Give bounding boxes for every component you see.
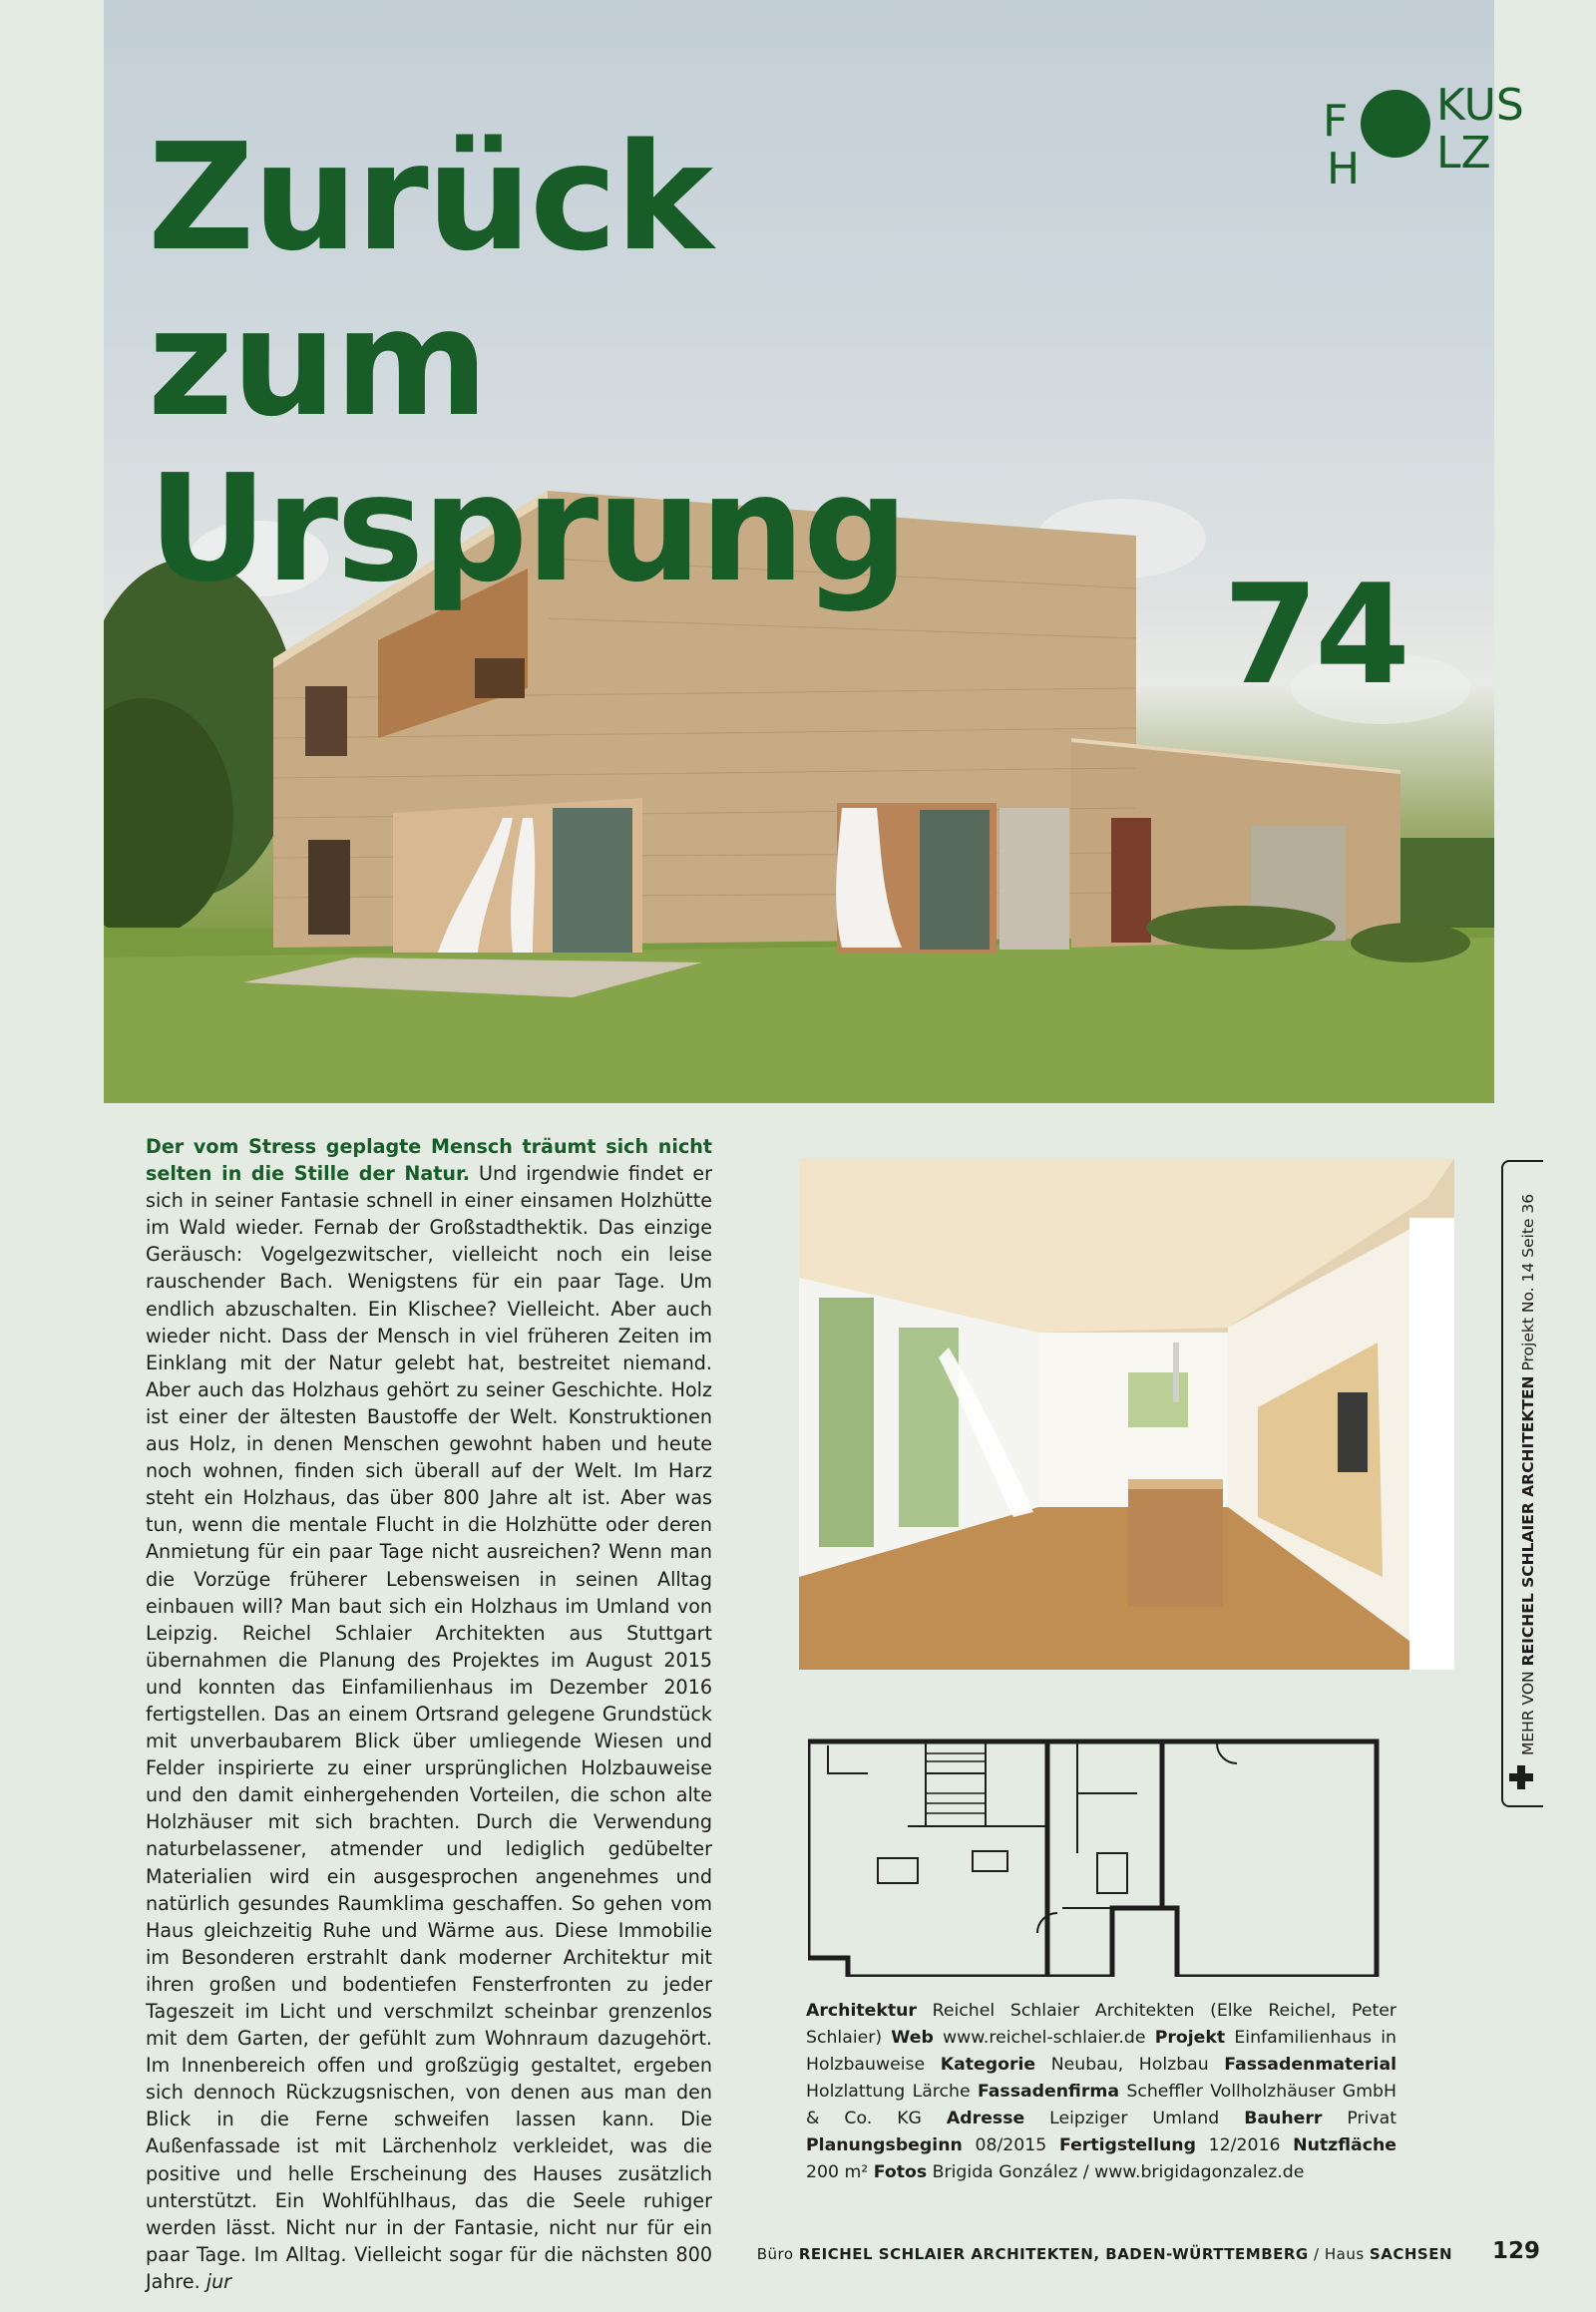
sidebar-office-name: REICHEL SCHLAIER ARCHITEKTEN	[1519, 1375, 1537, 1667]
footer-office: REICHEL SCHLAIER ARCHITEKTEN, BADEN-WÜRTTEMBERG	[798, 2245, 1309, 2263]
logo-letter-h: H	[1327, 144, 1361, 194]
page-number: 129	[1492, 2238, 1541, 2264]
fact-label-projekt: Projekt	[1154, 2028, 1226, 2048]
fact-value-fotos: Brigida González / www.brigidagonzalez.de	[932, 2162, 1305, 2182]
fact-value-projekt: Einfamilienhaus in Holzbauweise	[806, 2028, 1396, 2075]
article-author: jur	[205, 2269, 232, 2293]
kitchen-interior-illustration	[799, 1158, 1454, 1670]
fact-value-bauherr: Privat	[1347, 2109, 1397, 2128]
page-footer: Büro REICHEL SCHLAIER ARCHITEKTEN, BADEN-WÜRTTEMBERG / Haus SACHSEN	[756, 2245, 1452, 2263]
fokus-holz-logo	[1319, 76, 1558, 195]
article-text: Und irgendwie findet er sich in seiner Fantasie schnell in einer einsamen Holzhütte im Wald wieder. Fernab der Großstadthektik. Das einzige Geräusch: Vogelgezwitscher, vielleicht noch ein leise rauschender Bach. Wenigstens für ein paar Tage. Um endlich abzuschalten. Ein Klischee? Vielleicht. Aber auch wieder nicht. Dass der Mensch in viel früheren Zeiten im Einklang mit der Natur gelebt hat, bestreitet niemand. Aber auch das Holzhaus gehört zu seiner Geschichte. Holz ist einer der ältesten Baustoffe der Welt. Konstruktionen aus Holz, in denen Menschen gewohnt haben und heute noch wohnen, finden sich überall auf der Welt. Im Harz steht ein Holzhaus, das über 800 Jahre alt ist. Aber was tun, wenn die mentale Flucht in die Holzhütte oder deren Anmietung für ein paar Tage nicht ausreichen? Wenn man die Vorzüge früherer Lebensweisen in seinen Alltag einbauen will? Man baut sich ein Holzhaus im Umland von Leipzig. Reichel Schlaier Architekten aus Stuttgart übernahmen die Planung des Projektes im August 2015 und konnten das Einfamilienhaus im Dezember 2016 fertigstellen. Das an einem Ortsrand gelegene Grundstück mit unverbaubarem Blick über umliegende Wiesen und Felder inspirierte zu einer ursprünglichen Holzbauweise und den damit einhergehenden Vorteilen, die schon alte Holzhäuser mit sich brachten. Durch die Verwendung naturbelassener, atmender und lediglich gedübelter Materialien wird ein ausgesprochen angenehmes und natürlich gesundes Raumklima geschaffen. So gehen vom Haus gleichzeitig Ruhe und Wärme aus. Diese Immobilie im Besonderen erstrahlt dank moderner Architektur mit ihren großen und bodentiefen Fensterfronten zu jeder Tageszeit im Licht und verschmilzt scheinbar grenzenlos mit dem Garten, der gefühlt zum Wohnraum dazugehört. Im Innenbereich offen und großzügig gestaltet, ergeben sich dennoch Rückzugsnischen, von denen aus man den Blick in die Ferne schweifen lassen kann. Die Außenfassade ist mit Lärchenholz verkleidet, was die positive und helle Erscheinung des Hauses zusätzlich unterstützt. Ein Wohlfühlhaus, das die Seele ruhiger werden lässt. Nicht nur in der Fantasie, nicht nur für ein paar Tage. Im Alltag. Vielleicht sogar für die nächsten 800 Jahre.	[146, 1162, 712, 2293]
fact-value-fassadenmaterial: Holzlattung Lärche	[806, 2082, 971, 2102]
fact-label-planungsbeginn: Planungsbeginn	[806, 2135, 963, 2155]
fact-value-fertigstellung: 12/2016	[1208, 2135, 1281, 2155]
logo-dot-icon	[1361, 90, 1430, 158]
page-title	[148, 112, 1045, 614]
logo-letters-lz: LZ	[1436, 128, 1491, 179]
interior-photo	[799, 1158, 1454, 1670]
fact-value-web: www.reichel-schlaier.de	[943, 2028, 1146, 2048]
fact-value-fassadenfirma: Scheffler Vollholzhäuser GmbH & Co. KG	[806, 2082, 1397, 2128]
project-number: 74	[1223, 555, 1407, 715]
article-lead: Der vom Stress geplagte Mensch träumt sich nicht selten in die Stille der Natur.	[146, 1135, 712, 1186]
fact-label-kategorie: Kategorie	[940, 2055, 1036, 2075]
fact-label-bauherr: Bauherr	[1244, 2109, 1323, 2128]
fact-label-fertigstellung: Fertigstellung	[1058, 2135, 1196, 2155]
footer-haus: SACHSEN	[1369, 2245, 1452, 2263]
title-line-1: Zurück zum	[148, 112, 712, 449]
sidebar-prefix: MEHR VON	[1519, 1671, 1537, 1755]
fact-value-architektur: Reichel Schlaier Architekten (Elke Reichel, Peter Schlaier)	[806, 2001, 1396, 2048]
fact-label-fassadenmaterial: Fassadenmaterial	[1224, 2055, 1397, 2075]
logo-letters-kus: KUS	[1436, 80, 1524, 131]
sidebar-crossref-text[interactable]	[1519, 1167, 1537, 1755]
project-facts	[806, 1998, 1396, 2186]
fact-label-adresse: Adresse	[946, 2109, 1025, 2128]
fact-label-architektur: Architektur	[806, 2001, 917, 2021]
article-body	[146, 1133, 712, 2295]
fact-label-nutzflaeche: Nutzfläche	[1293, 2135, 1396, 2155]
fact-value-kategorie: Neubau, Holzbau	[1050, 2055, 1209, 2075]
fact-label-web: Web	[891, 2028, 934, 2048]
fact-value-adresse: Leipziger Umland	[1049, 2109, 1220, 2128]
fact-value-planungsbeginn: 08/2015	[975, 2135, 1047, 2155]
footer-haus-label: Haus	[1324, 2245, 1365, 2263]
fact-value-nutzflaeche: 200 m²	[806, 2162, 869, 2182]
logo-letter-f: F	[1323, 96, 1349, 147]
fact-label-fassadenfirma: Fassadenfirma	[977, 2082, 1120, 2102]
plus-icon[interactable]	[1507, 1763, 1535, 1791]
footer-buero-label: Büro	[756, 2245, 794, 2263]
sidebar-reference: Projekt No. 14 Seite 36	[1519, 1193, 1537, 1371]
fact-label-fotos: Fotos	[873, 2162, 928, 2182]
floor-plan-drawing	[808, 1734, 1387, 1977]
title-line-2: Ursprung	[148, 443, 907, 614]
